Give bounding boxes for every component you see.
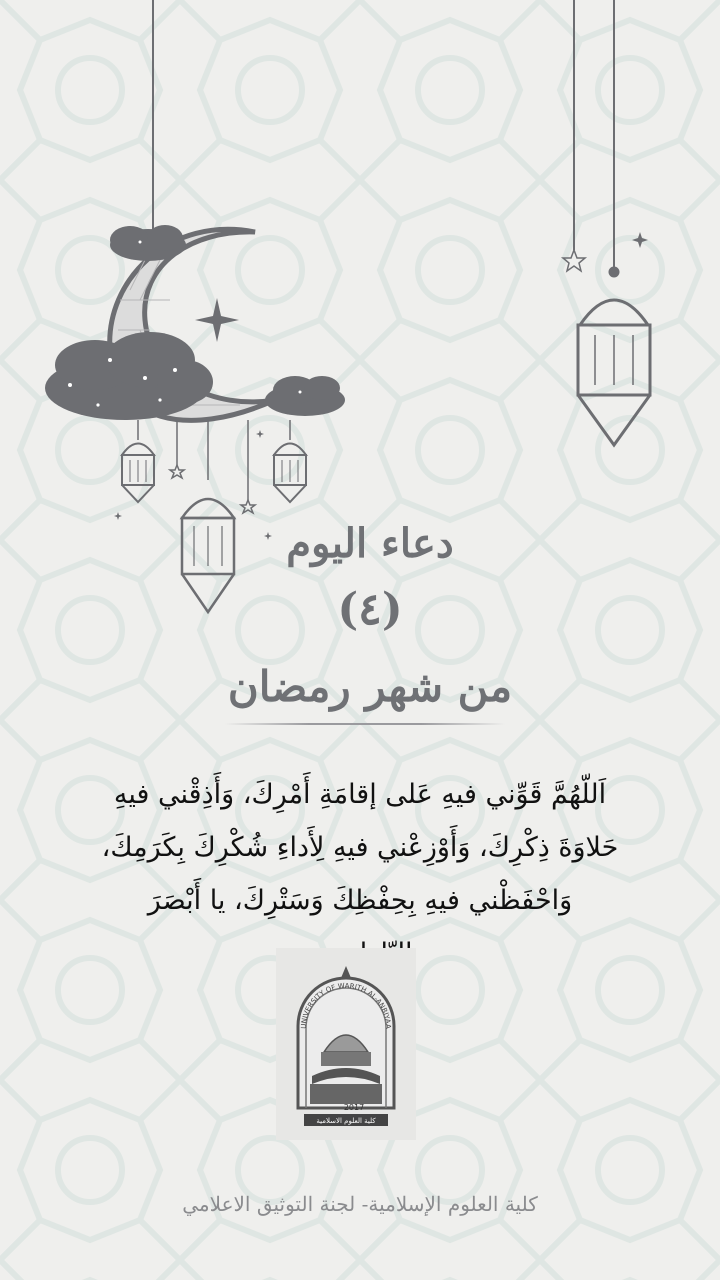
cloud-icon: [110, 225, 186, 261]
sparkle-icon: [195, 298, 239, 342]
star-icon: [170, 250, 585, 513]
title-day-number: (٤): [337, 584, 403, 635]
cloud-icon: [265, 376, 345, 416]
title-line-3: من شهر رمضان: [227, 662, 513, 711]
cloud-icon: [45, 332, 213, 420]
footer-credit: كلية العلوم الإسلامية- لجنة التوثيق الاعلامي: [182, 1192, 538, 1216]
logo-year: 2017: [343, 1103, 365, 1112]
dua-text: اَللّهُمَّ قَوِّني فيهِ عَلى إقامَةِ أَمْرِكَ، وَأَذِقْني فيهِ حَلاوَةَ ذِكْرِكَ، وَأَوْزِعْني فيهِ لِأَداءِ شُكْرِكَ بِكَرَمِكَ، وَاحْفَظْني فيهِ بِحِفْظِكَ وَسَتْرِكَ، يا أَبْصَرَ: [101, 779, 619, 916]
lantern-icon: [122, 444, 154, 503]
university-logo-icon: [276, 948, 416, 1140]
title-line-1: دعاء اليوم: [286, 520, 454, 567]
lantern-icon: [274, 444, 306, 503]
title-underline: [225, 723, 505, 725]
logo-ring-text: UNIVERSITY OF WARITH AL-ANBIYAA: [299, 981, 393, 1029]
lantern-icon: [578, 268, 650, 445]
logo-college: كلية العلوم الاسلامية: [316, 1117, 376, 1125]
